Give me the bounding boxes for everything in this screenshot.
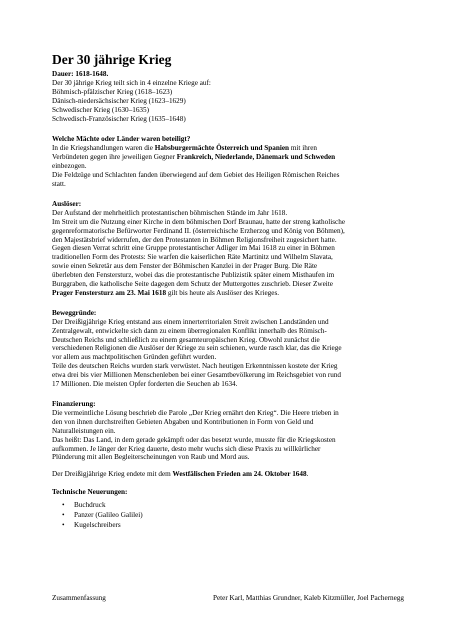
participants-line: Verbündeten gegen ihre jeweiligen Gegner Frankreich, Niederlande, Dänemark und Schweden: [52, 153, 336, 162]
motives-line: etwa drei bis vier Millionen Menschenleben bei einer Gesamtbevölkerung im Reichsgebiet von rund: [52, 371, 342, 380]
motives-line: Deutschen Reichs und schließlich zu einem gesamteuropäischen Krieg. Obwohl zunächst die: [52, 335, 320, 344]
document-page: [52, 52, 404, 530]
trigger-line: gegenreformatorische Befürworter Ferdinand II. (österreichische Erzherzog und König von Böhmen),: [52, 226, 345, 235]
financing-line: aufkommen. Je länger der Krieg dauerte, desto mehr wuchs sich diese Praxis zu willkürlicher: [52, 444, 321, 453]
war-item: Böhmisch-pfälzischer Krieg (1618–1623): [52, 87, 173, 96]
war-end-line: Der Dreißigjährige Krieg endete mit dem Westfälischen Frieden am 24. Oktober 1648.: [52, 470, 309, 479]
tech-heading: Technische Neuerungen:: [52, 488, 128, 497]
war-item: Dänisch-niedersächsischer Krieg (1623–1629): [52, 96, 186, 105]
participants-line: statt.: [52, 179, 66, 188]
financing-line: den von ihnen durchstreiften Gebieten Abgaben und Kontributionen in Form von Geld und: [52, 417, 314, 426]
trigger-heading: Auslöser:: [52, 199, 82, 208]
financing-line: Naturalleistungen ein.: [52, 426, 116, 435]
financing-line: Plünderung mit allen Begleiterscheinungen von Raub und Mord aus.: [52, 453, 250, 462]
duration-line: Dauer: 1618-1648.: [52, 70, 109, 78]
motives-line: verschiedenen Religionen die Auslöser der Kriege zu sein schienen, wurde rasch klar, das die Kriege: [52, 344, 342, 353]
participants-line: Die Feldzüge und Schlachten fanden überwiegend auf dem Gebiet des Heiligen Römischen Reiches: [52, 171, 340, 180]
trigger-line: Der Aufstand der mehrheitlich protestantischen böhmischen Stände im Jahr 1618.: [52, 208, 288, 217]
list-item: • Buchdruck: [74, 500, 404, 510]
war-item: Schwedischer Krieg (1630–1635): [52, 105, 150, 114]
financing-heading: Finanzierung:: [52, 400, 96, 408]
page-footer: [52, 594, 404, 602]
list-item: • Kugelschreibers: [74, 520, 404, 530]
financing-line: Das heißt: Das Land, in dem gerade gekämpft oder das besetzt wurde, musste für die Kriegskosten: [52, 435, 336, 444]
footer-left: Zusammenfassung: [52, 594, 106, 602]
financing-line: Die vermeintliche Lösung beschrieb die Parole „Der Krieg ernährt den Krieg“. Die Heere trieben in: [52, 408, 339, 417]
motives-line: Zentralgewalt, entwickelte sich dann zu einem überregionalen Konflikt innerhalb des Römisch-: [52, 326, 327, 335]
trigger-line: sowie einen Sekretär aus dem Fenster der Böhmischen Kanzlei in der Prager Burg. Die Räte: [52, 262, 318, 271]
trigger-line: den Majestätsbrief widerrufen, der den Protestanten in Böhmen Religionsfreiheit zugesichert hatte.: [52, 235, 337, 244]
footer-authors: Peter Karl, Matthias Grundner, Kaleb Kitzmüller, Joel Pachernegg: [212, 594, 404, 602]
participants-line: In die Kriegshandlungen waren die Habsburgermächte Österreich und Spanien mit ihren: [52, 144, 317, 153]
motives-line: Der Dreißigjährige Krieg entstand aus einem innerterritorialen Streit zwischen Landständen und: [52, 317, 329, 326]
trigger-line: Burggraben, die katholische Seite dagegen dem Schutz der Muttergottes zuschrieb. Dieser Zweite: [52, 280, 333, 289]
list-item: • Panzer (Galileo Galilei): [74, 510, 404, 520]
motives-line: vor allem aus machtpolitischen Gründen geführt wurden.: [52, 353, 217, 362]
tech-list: [52, 500, 404, 530]
motives-line: Teile des deutschen Reichs wurden stark verwüstet. Nach heutigen Erkenntnissen kostete der Krieg: [52, 362, 338, 371]
participants-heading: Welche Mächte oder Länder waren beteiligt?: [52, 135, 191, 144]
trigger-line: überlebten den Fenstersturz, wobei das die protestantische Publizistik später einem Misthaufen im: [52, 271, 335, 280]
war-item: Schwedisch-Französischer Krieg (1635–1648): [52, 114, 186, 123]
motives-line: 17 Millionen. Die meisten Opfer forderten die Seuchen ab 1634.: [52, 380, 238, 389]
trigger-line: Prager Fenstersturz am 23. Mai 1618 gilt bis heute als Auslöser des Krieges.: [52, 288, 280, 297]
trigger-line: traditionellen Form des Protests: Sie warfen die kaiserlichen Räte Martinitz und Wilhelm Slavata,: [52, 253, 333, 262]
intro-line: Der 30 jährige Krieg teilt sich in 4 einzelne Kriege auf:: [52, 78, 211, 87]
trigger-line: Im Streit um die Nutzung einer Kirche in dem böhmischen Dorf Braunau, hatte der streng katholische: [52, 217, 346, 226]
participants-line: einbezogen.: [52, 162, 87, 171]
page-title: Der 30 jährige Krieg: [52, 52, 172, 67]
trigger-line: Gegen diesen Verrat schritt eine Gruppe protestantischer Adliger im Mai 1618 zu einer in Böhmen: [52, 244, 335, 253]
motives-heading: Beweggründe:: [52, 308, 97, 317]
